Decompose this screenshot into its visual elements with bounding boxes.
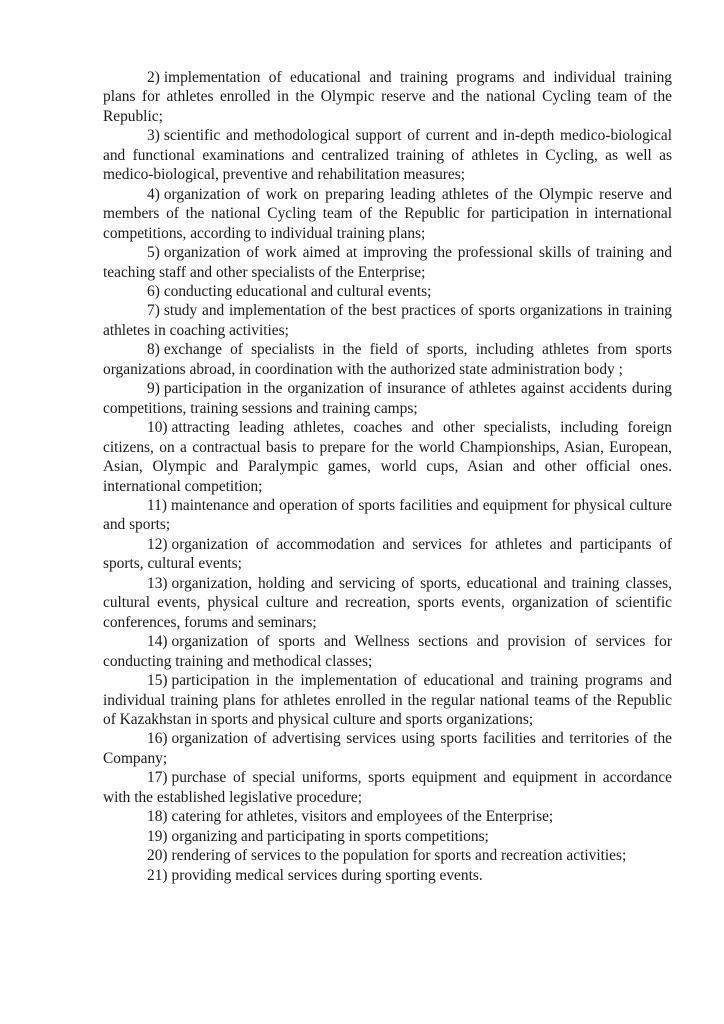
list-item: [103, 827, 672, 846]
item-number: 11): [147, 496, 167, 514]
item-number: 12): [147, 535, 168, 553]
item-text: scientific and methodological support of current and in-depth medico-biological and functional examinations and centralized training of athletes in Cycling, as well as medico-biological, preventive and rehabilitation measures;: [103, 127, 672, 184]
item-number: 4): [147, 185, 160, 203]
item-text: organization of work aimed at improving the professional skills of training and teaching staff and other specialists of the Enterprise;: [103, 244, 672, 281]
item-number: 3): [147, 127, 160, 145]
item-text: attracting leading athletes, coaches and other specialists, including foreign citizens, on a contractual basis to prepare for the world Championships, Asian, European, Asian, Olympic and Paralympic games, world cups, Asian and other official ones. international competition;: [103, 419, 672, 495]
item-text: participation in the organization of insurance of athletes against accidents during competitions, training sessions and training camps;: [103, 380, 672, 417]
item-number: 8): [147, 341, 160, 359]
item-text: organization of sports and Wellness sections and provision of services for conducting training and methodical classes;: [103, 633, 672, 670]
item-number: 5): [147, 244, 160, 262]
item-number: 21): [147, 866, 168, 884]
list-item: [103, 632, 672, 671]
list-item: [103, 243, 672, 282]
item-number: 17): [147, 769, 168, 787]
list-item: [103, 768, 672, 807]
list-item: [103, 574, 672, 632]
list-item: [103, 126, 672, 184]
item-text: exchange of specialists in the field of sports, including athletes from sports organizations abroad, in coordination with the authorized state administration body ;: [103, 341, 672, 378]
item-text: maintenance and operation of sports facilities and equipment for physical culture and sports;: [103, 496, 672, 534]
item-text: purchase of special uniforms, sports equipment and equipment in accordance with the established legislative procedure;: [103, 769, 672, 806]
item-number: 9): [147, 380, 160, 398]
list-item: [103, 866, 672, 885]
list-item: [103, 535, 672, 574]
list-item: [103, 846, 672, 865]
list-item: [103, 379, 672, 418]
item-text: study and implementation of the best practices of sports organizations in training athletes in coaching activities;: [103, 302, 672, 339]
item-text: providing medical services during sporting events.: [171, 866, 483, 884]
list-item: [103, 301, 672, 340]
item-number: 6): [147, 282, 160, 300]
item-text: organization of accommodation and services for athletes and participants of sports, cultural events;: [103, 535, 672, 573]
item-text: participation in the implementation of educational and training programs and individual training plans for athletes enrolled in the regular national teams of the Republic of Kazakhstan in sports and physical culture and sports organizations;: [103, 672, 672, 728]
item-text: conducting educational and cultural events;: [163, 282, 432, 300]
item-number: 16): [147, 730, 168, 748]
item-number: 19): [147, 827, 168, 845]
item-number: 15): [147, 672, 168, 690]
item-text: catering for athletes, visitors and employees of the Enterprise;: [171, 808, 554, 826]
list-item: [103, 185, 672, 243]
item-number: 20): [147, 847, 168, 865]
item-number: 7): [147, 302, 160, 320]
item-text: rendering of services to the population for sports and recreation activities;: [171, 847, 627, 865]
item-text: implementation of educational and training programs and individual training plans for athletes enrolled in the Olympic reserve and the national Cycling team of the Republic;: [103, 69, 672, 125]
item-text: organization of work on preparing leading athletes of the Olympic reserve and members of the national Cycling team of the Republic for participation in international competitions, according to individual training plans;: [103, 185, 672, 242]
list-item: [103, 68, 672, 126]
item-text: organization, holding and servicing of sports, educational and training classes, cultural events, physical culture and recreation, sports events, organization of scientific conferences, forums and seminars;: [103, 574, 672, 631]
item-number: 13): [147, 574, 168, 592]
item-number: 2): [147, 69, 160, 86]
document-page: [103, 68, 672, 885]
list-item: [103, 418, 672, 496]
item-number: 14): [147, 633, 168, 651]
list-item: [103, 807, 672, 826]
item-number: 10): [147, 419, 168, 437]
item-text: organizing and participating in sports competitions;: [171, 827, 489, 845]
list-item: [103, 729, 672, 768]
item-text: organization of advertising services using sports facilities and territories of the Company;: [103, 730, 672, 767]
list-item: [103, 671, 672, 729]
list-item: [103, 340, 672, 379]
list-item: [103, 282, 672, 301]
item-number: 18): [147, 808, 168, 826]
list-item: [103, 496, 672, 535]
